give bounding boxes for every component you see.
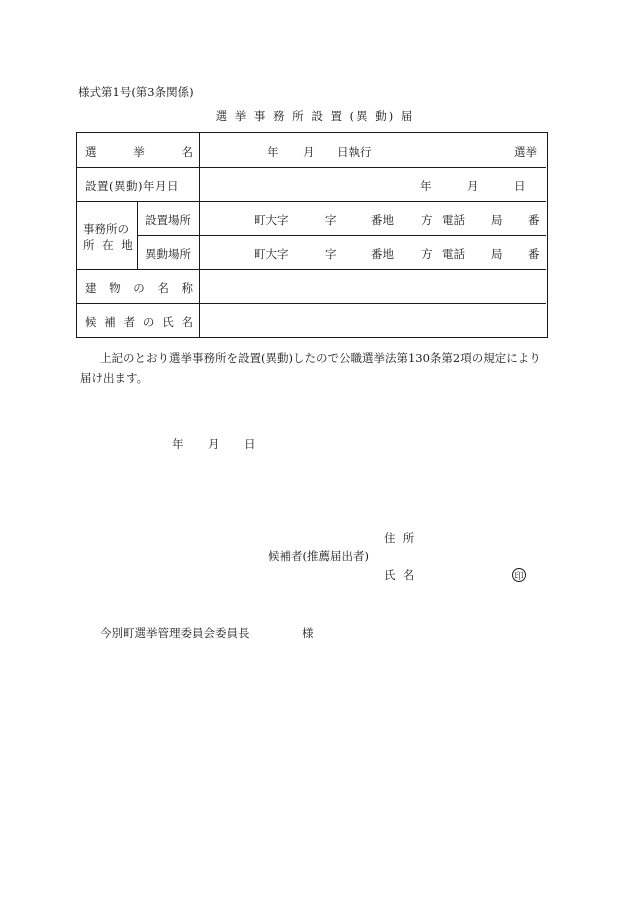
setup-phone: 電話 xyxy=(442,213,465,227)
office-location-label-line2: 所 在 地 xyxy=(83,238,135,252)
election-suffix: 選挙 xyxy=(514,145,537,159)
filing-day: 日 xyxy=(244,437,256,451)
move-banchi: 番地 xyxy=(371,247,394,261)
setup-location-label: 設置場所 xyxy=(145,213,191,227)
move-kata: 方 xyxy=(421,247,433,261)
setup-kyoku: 局 xyxy=(491,213,503,227)
setup-town: 町大字 xyxy=(254,213,289,227)
move-town: 町大字 xyxy=(254,247,289,261)
row-divider xyxy=(77,201,546,202)
setup-date-day: 日 xyxy=(514,179,526,193)
election-name-label: 選 挙 名 xyxy=(85,145,193,159)
row-divider xyxy=(77,303,546,304)
election-year-label: 年 xyxy=(267,145,279,159)
applicant-label: 候補者(推薦届出者) xyxy=(268,549,369,563)
row-divider xyxy=(77,167,546,168)
setup-date-label: 設置(異動)年月日 xyxy=(85,179,179,193)
setup-kata: 方 xyxy=(421,213,433,227)
addressee-name: 今別町選挙管理委員会委員長 xyxy=(100,626,250,640)
declaration-line-1: 上記のとおり選挙事務所を設置(異動)したので公職選挙法第130条第2項の規定により xyxy=(100,351,541,365)
filing-month: 月 xyxy=(208,437,220,451)
building-name-label: 建 物 の 名 称 xyxy=(85,281,193,295)
candidate-name-label: 候 補 者 の 氏 名 xyxy=(85,315,193,329)
move-phone: 電話 xyxy=(442,247,465,261)
setup-date-year: 年 xyxy=(420,179,432,193)
move-location-label: 異動場所 xyxy=(145,247,191,261)
election-month-label: 月 xyxy=(303,145,315,159)
form-number: 様式第1号(第3条関係) xyxy=(78,85,194,99)
row-divider xyxy=(137,235,546,236)
declaration-line-2: 届け出ます。 xyxy=(80,371,149,385)
setup-date-month: 月 xyxy=(467,179,479,193)
office-location-label-line1: 事務所の xyxy=(83,222,129,236)
setup-banchi: 番地 xyxy=(371,213,394,227)
election-day-exec-label: 日執行 xyxy=(337,145,372,159)
filing-year: 年 xyxy=(172,437,184,451)
row-divider xyxy=(77,269,546,270)
seal-mark-icon: 印 xyxy=(512,568,526,582)
address-label: 住 所 xyxy=(384,531,415,545)
notification-table xyxy=(76,132,548,338)
setup-aza: 字 xyxy=(325,213,337,227)
declaration-text xyxy=(80,348,560,388)
name-label: 氏 名 xyxy=(384,568,415,582)
move-aza: 字 xyxy=(325,247,337,261)
setup-ban: 番 xyxy=(528,213,540,227)
move-ban: 番 xyxy=(528,247,540,261)
move-kyoku: 局 xyxy=(491,247,503,261)
document-title: 選 挙 事 務 所 設 置 (異 動) 届 xyxy=(215,109,415,123)
addressee-honorific: 様 xyxy=(302,626,314,640)
